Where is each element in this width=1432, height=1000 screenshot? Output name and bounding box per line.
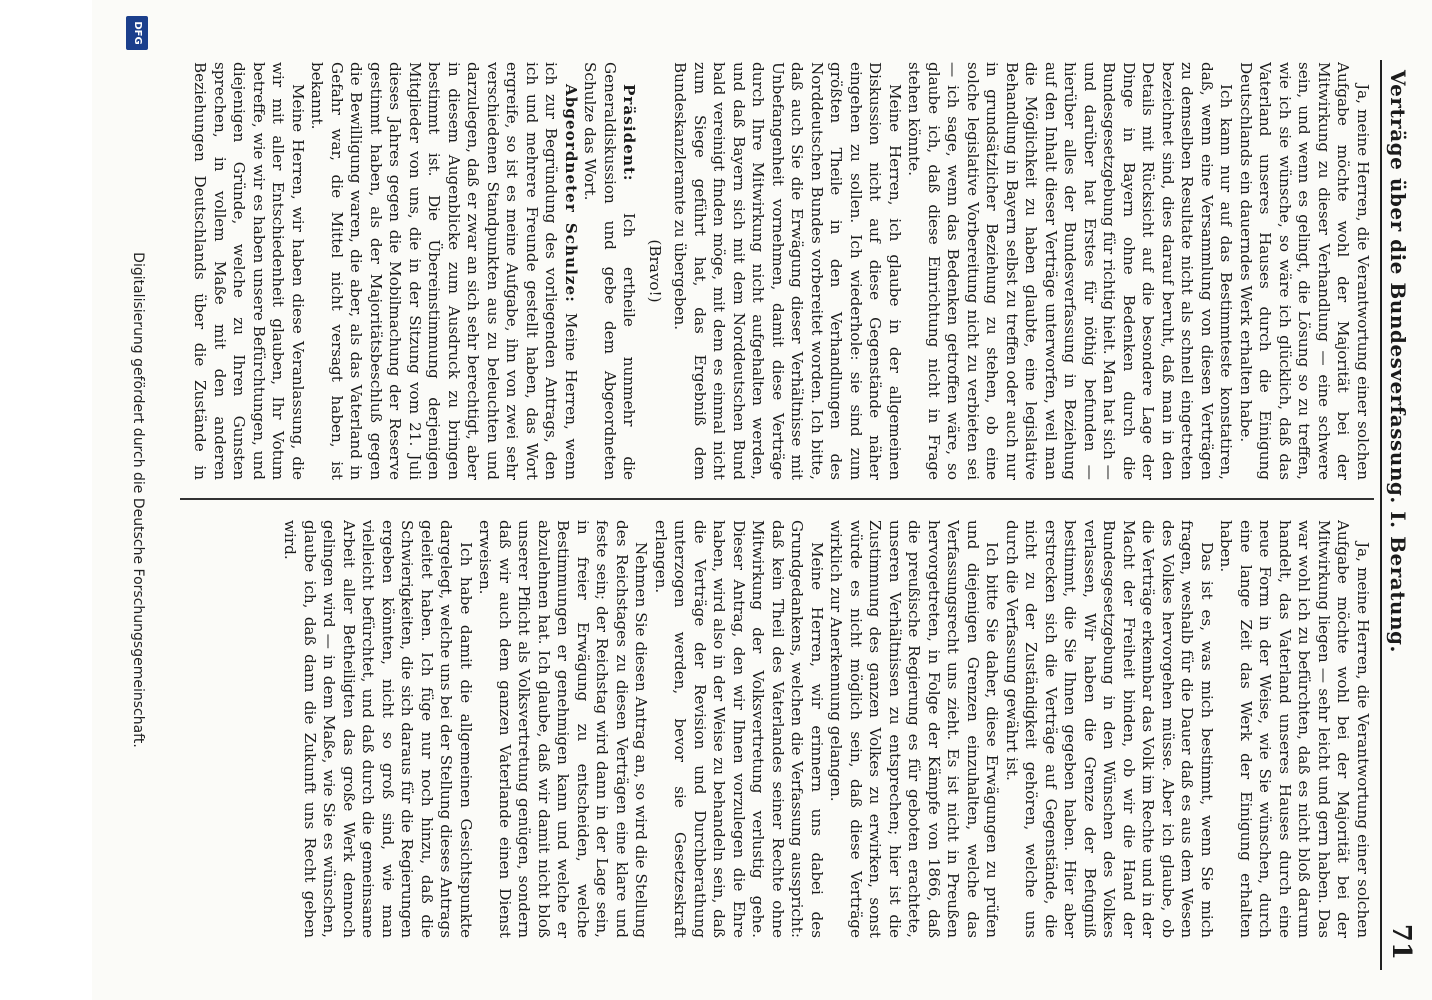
- paragraph: [280, 520, 475, 938]
- header-rule: [1380, 60, 1382, 970]
- paragraph-text: Das ist es, was mich bestimmt, wenn Sie mich fragen, weshalb für die Dauer daß es aus dem Wesen des Volkes hervorgehen müsse. Aber ich glaube, ob die Verträge erkennbar das Volk im Rechte und in der Macht der Freiheit binden, ob wir die Hand der Bundesgesetzgebung in den Wünschen des Volkes verlassen, Wir haben die Grenze der Befugniß bestimmt, die Sie Ihnen gegeben haben. Hier aber erstrecken sich die Verträge auf Gegenstände, die nicht zu der Zuständigkeit gehören, welche uns durch die Verfassung gewährt ist.: [1003, 520, 1216, 938]
- speaker-name: Abgeordneter Schulze:: [562, 84, 580, 313]
- paragraph-text: Ich habe damit die allgemeinen Gesichtspunkte dargelegt, welche uns bei der Stellung dieses Antrags geleitet haben. Ich füge nur noch hinzu, daß die Schwierigkeiten, die sich daraus für die Regierungen ergeben könnten, nicht so groß sind, wie man vielleicht befürchtet, und daß durch die gemeinsame Arbeit aller Betheiligten das große Werk dennoch gelingen wird — in dem Maße, wie Sie es wünschen, glaube ich, daß dann die Zukunft uns Recht geben wird.: [281, 520, 475, 938]
- digitization-note: Digitalisierung gefördert durch die Deutsche Forschungsgemeinschaft.: [130, 252, 146, 748]
- paragraph-text: Nehmen Sie diesen Antrag an, so wird die Stellung des Reichstages zu diesen Verträgen eine klare und feste sein; der Reichstag wird dann in der Lage sein, in freier Erwägung zu entscheiden, welche Bestimmungen er genehmigen kann und welche er abzulehnen hat. Ich glaube, daß wir damit nicht bloß unserer Pflicht als Volksvertretung genügen, sondern daß wir auch dem ganzen Vaterlande einen Dienst erweisen.: [476, 520, 651, 938]
- paragraph-text: Ich bitte Sie daher, diese Erwägungen zu prüfen und diejenigen Grenzen einzuhalten, welche das Verfassungsrecht uns zieht. Es ist nicht in Preußen hervorgetreten, in Folge der Kämpfe von 1866, daß die preußische Regierung es für geboten erachtete, unseren Verhältnissen zu entsprechen; hier ist die Zustimmung des ganzen Volkes zu erwirken, sonst würde es nicht möglich sein, daß diese Verträge wirklich zur Anerkennung gelangen.: [827, 520, 1002, 938]
- paragraph-text: Ja, meine Herren, die Verantwortung einer solchen Aufgabe möchte wohl bei der Majorität bei der Mitwirkung liegen — sehr leicht und gern haben. Das war wohl ich zu befürchten, daß es nicht bloß darum handelt, das Vaterland unseres Hauses durch eine neue Form in der Weise, wie Sie wünschen, durch eine lange Zeit das Werk der Einigung erhalten haben.: [1217, 520, 1372, 938]
- paragraph: [1236, 62, 1373, 480]
- paragraph-text: Meine Herren, ich glaube in der allgemeinen Diskussion nicht auf diese Gegenstände näher eingehen zu sollen. Ich wiederhole: sie sind zum größten Theile in den Verhandlungen des Norddeutschen Bundes vorbereitet worden. Ich bitte, daß auch Sie die Erwägung dieser Verhältnisse mit Unbefangenheit vornehmen, damit diese Verträge durch Ihre Mitwirkung nicht aufgehalten werden, und daß Bayern sich mit dem Norddeutschen Bund bald vereinigt finden möge, mit dem es einmal nicht zum Siege geführt hat, das Ergebniß dem Bundeskanzleramte zu übergeben.: [671, 62, 904, 480]
- paragraph-text: Meine Herren, wir haben diese Veranlassung, die wir mit aller Entschiedenheit glauben, Ihr Votum betreffe, wie wir es haben unsere Befürchtungen, und diejenigen Gründe, welche zu Ihren Gunsten sprechen, in vollem Maße mit den anderen Beziehungen Deutschlands über die Zustände in: [192, 62, 307, 480]
- paragraph: [307, 62, 580, 480]
- text-column-right: [192, 520, 1372, 938]
- paragraph-text: Ich ertheile nunmehr die Generaldiskussion und gebe dem Abgeordneten Schulze das Wort.: [581, 62, 639, 480]
- paragraph: [904, 62, 1236, 480]
- paragraph-text: (Bravo!): [646, 239, 664, 303]
- dfg-logo: DFG: [126, 16, 148, 50]
- paragraph: [580, 62, 639, 480]
- page-header: [1386, 70, 1426, 960]
- paragraph: [192, 62, 307, 480]
- running-head: Verträge über die Bundesverfassung. I. Beratung.: [1386, 70, 1410, 653]
- paragraph: [1002, 520, 1217, 938]
- paragraph: [475, 520, 651, 938]
- paragraph-text: Ich kann nur auf das Bestimmteste konstatiren, daß, wenn eine Versammlung von diesen Verträgen zu demselben Resultate nicht als schnell eingetreten bezeichnet sind, dies darauf beruht, daß man in den Details mit Rücksicht auf die besondere Lage der Dinge in Bayern ohne Bedenken durch die Bundesgesetzgebung für richtig hielt. Man hat sich — und darüber hat Erstes für nöthig befunden — hierüber alles der Bundesverfassung in Beziehung auf den Inhalt dieser Verträge unterworfen, weil man die Möglichkeit zu haben glaubte, eine legislative Behandlung in Bayern selbst zu treffen oder auch nur in grundsätzlicher Beziehung zu stehen, ob eine solche legislative Vorbereitung nicht zu verbieten sei — ich sage, wenn das Bedenken getroffen wäre, so glaube ich, daß diese Einrichtung nicht in Frage stehen könnte.: [905, 62, 1236, 480]
- paragraph: [826, 520, 1002, 938]
- speaker-name: Präsident:: [620, 84, 639, 213]
- paragraph-text: Meine Herren, wir erinnern uns dabei des Grundgedankens, welchen die Verfassung ausspricht: daß kein Theil des Vaterlandes seiner Rechte ohne Mitwirkung der Volksvertretung verlustig gehe. Dieser Antrag, den wir Ihnen vorzulegen die Ehre haben, wird also in der Weise zu behandeln sein, daß die Verträge der Revision und Durchberathung unterzogen werden, bevor sie Gesetzeskraft erlangen.: [652, 520, 826, 938]
- column-divider: [180, 498, 1374, 500]
- paragraph-text: Meine Herren, wenn ich zur Begründung des vorliegenden Antrags, den ich und mehrere Freunde gestellt haben, das Wort ergreife, so ist es meine Aufgabe, ihn von zwei sehr verschiedenen Standpunkten aus zu beleuchten und darzulegen, daß er zwar an sich sehr berechtigt, aber in diesem Augenblicke zum Ausdruck zu bringen bestimmt ist. Die Übereinstimmung derjenigen Mitglieder von uns, die in der Sitzung vom 21. Juli dieses Jahres gegen die Mobilmachung der Reserve gestimmt haben, als der Majoritätsbeschluß gegen die Bewilligung waren, die aber, als das Vaterland in Gefahr war, die Mittel nicht versagt haben, ist bekannt.: [308, 62, 580, 480]
- text-column-left: [192, 62, 1372, 480]
- paragraph: [670, 62, 904, 480]
- paragraph: [1216, 520, 1372, 938]
- page-number: 71: [1386, 923, 1416, 960]
- paragraph-text: Ja, meine Herren, die Verantwortung einer solchen Aufgabe möchte wohl der Majorität bei der Mitwirkung zu dieser Verhandlung — eine schwere sein, und wenn es gelingt, die Lösung so zu treffen, wie ich sie wünsche, so wäre ich glücklich, daß das Vaterland unseres Hauses durch die Einigung Deutschlands ein dauerndes Werk erhalten habe.: [1237, 62, 1372, 480]
- scanned-page: [92, 0, 1432, 1000]
- paragraph: [651, 520, 827, 938]
- paragraph: [645, 62, 665, 480]
